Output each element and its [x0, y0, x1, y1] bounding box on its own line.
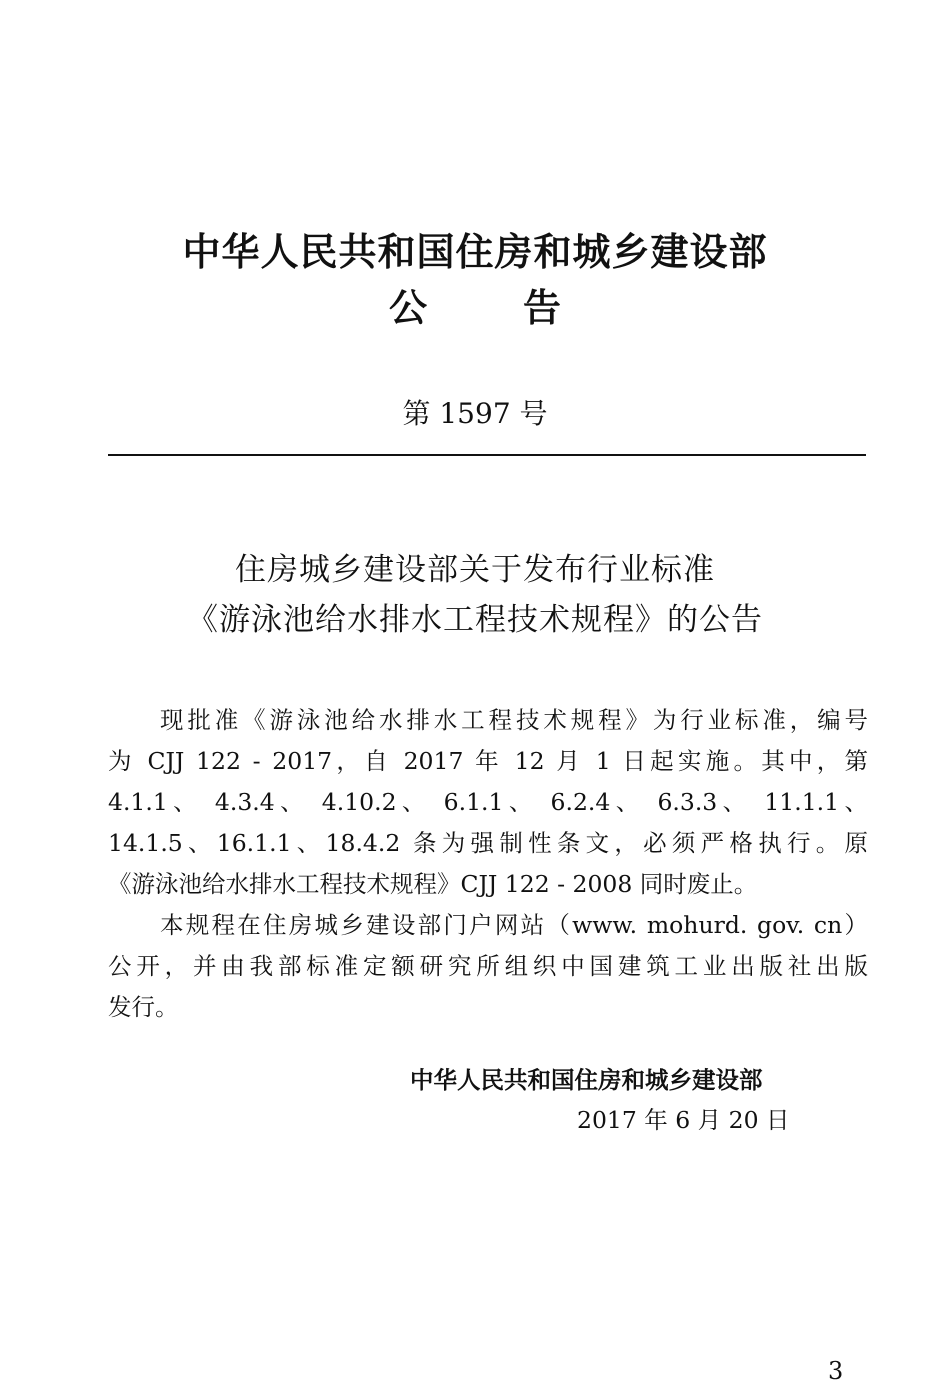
body-line-2: 为 CJJ 122 - 2017，自 2017 年 12 月 1 日起实施。其中，第: [108, 747, 868, 775]
subject-line-2: 《游泳池给水排水工程技术规程》的公告: [187, 602, 763, 638]
body-line-6: 本规程在住房城乡建设部门户网站（www. mohurd. gov. cn）: [160, 911, 868, 939]
subject-line-1: 住房城乡建设部关于发布行业标准: [235, 552, 715, 588]
body-line-4: 14.1.5、16.1.1、18.4.2 条为强制性条文，必须严格执行。原: [108, 829, 868, 857]
body-line-1: 现批准《游泳池给水排水工程技术规程》为行业标准，编号: [160, 706, 868, 734]
body-line-7: 公开，并由我部标准定额研究所组织中国建筑工业出版社出版: [108, 952, 868, 980]
page-number: 3: [828, 1357, 844, 1385]
divider-rule: [108, 454, 866, 456]
body-line-8: 发行。: [108, 993, 179, 1021]
body-line-3: 4.1.1、 4.3.4、 4.10.2、 6.1.1、 6.2.4、 6.3.3、 11.1.1、: [108, 788, 868, 816]
issuer-heading: 中华人民共和国住房和城乡建设部: [182, 230, 768, 274]
signature: 中华人民共和国住房和城乡建设部: [410, 1066, 763, 1094]
body-line-5: 《游泳池给水排水工程技术规程》CJJ 122 - 2008 同时废止。: [108, 870, 758, 898]
notice-number: 第 1597 号: [402, 397, 548, 430]
issue-date: 2017 年 6 月 20 日: [577, 1106, 790, 1134]
notice-title: 公告: [388, 286, 657, 330]
